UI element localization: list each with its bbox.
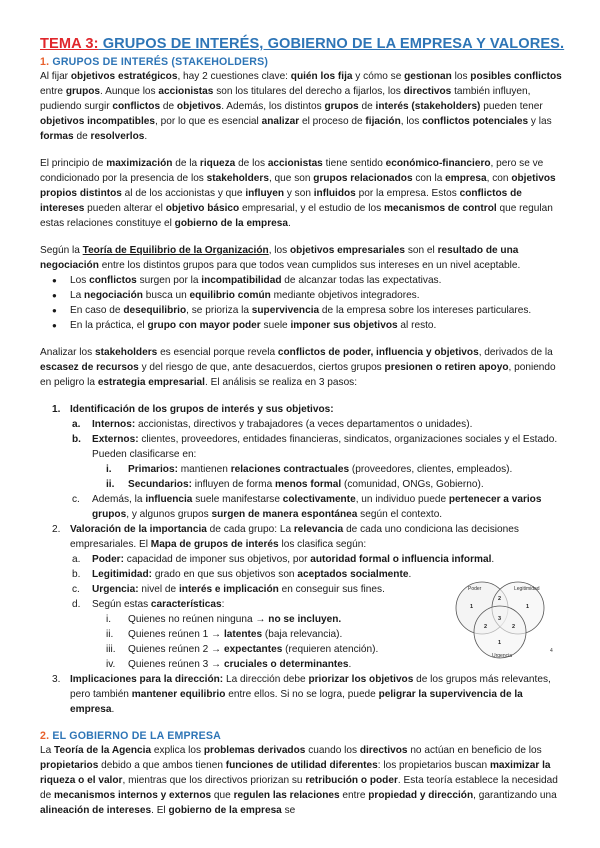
stakeholder-venn-diagram bbox=[440, 578, 560, 660]
list-item: 2. Valoración de la importancia de cada grupo: La relevancia de cada uno condiciona las decisiones empresariales. El Mapa de grupos de interés los clasifica según: bbox=[52, 524, 519, 550]
list-item: c. Además, la influencia suele manifestarse colectivamente, un individuo puede pertenecer a varios grupos, y algunos grupos surgen de manera espontánea según el contexto. bbox=[72, 494, 542, 520]
paragraph: Al fijar objetivos estratégicos, hay 2 cuestiones clave: quién los fija y cómo se gestionan los posibles conflictos entre grupos. Aunque los accionistas son los titulares del derecho a fijarlos, los directivos también influyen, pudiendo surgir conflictos de objetivos. Además, los distintos grupos de interés (stakeholders) pueden tener objetivos incompatibles, por lo que es esencial analizar el proceso de fijación, los conflictos potenciales y las formas de resolverlos. bbox=[40, 71, 562, 142]
venn-region-label: 2 bbox=[484, 624, 488, 630]
list-item: ● La negociación busca un equilibrio común mediante objetivos integradores. bbox=[70, 288, 568, 303]
venn-label: Poder bbox=[468, 586, 482, 592]
paragraph: El principio de maximización de la riqueza de los accionistas tiene sentido económico-financiero, pero se ve condicionado por la presencia de los stakeholders, que son grupos relacionados con la empresa, con objetivos propios distintos al de los accionistas y que influyen y son influidos por la empresa. Estos conflictos de intereses pueden alterar el objetivo básico empresarial, y el estudio de los mecanismos de control que regulan estas relaciones constituye el gobierno de la empresa. bbox=[40, 158, 556, 229]
list-item: ii. Secundarios: influyen de forma menos formal (comunidad, ONGs, Gobierno). bbox=[106, 479, 484, 490]
section-heading-2: 2. EL GOBIERNO DE LA EMPRESA bbox=[40, 730, 222, 742]
venn-region-label: 1 bbox=[470, 604, 474, 610]
list-item: i. Quienes no reúnen ninguna → no se incluyen. bbox=[106, 614, 342, 625]
list-item: c. Urgencia: nivel de interés e implicación en conseguir sus fines. bbox=[72, 584, 385, 595]
venn-outside-label: 4 bbox=[550, 648, 553, 654]
venn-circle-urgencia bbox=[474, 606, 526, 658]
list-item: ● Los conflictos surgen por la incompatibilidad de alcanzar todas las expectativas. bbox=[70, 273, 568, 288]
list-item: i. Primarios: mantienen relaciones contractuales (proveedores, clientes, empleados). bbox=[106, 464, 513, 475]
paragraph: La Teoría de la Agencia explica los problemas derivados cuando los directivos no actúan en beneficio de los propietarios debido a que ambos tienen funciones de utilidad diferentes: los propietarios buscan maximizar la riqueza o el valor, mientras que los directivos priorizan su retribución o poder. Esta teoría establece la necesidad de mecanismos internos y externos que regulen las relaciones entre propiedad y dirección, garantizando una alineación de intereses. El gobierno de la empresa se bbox=[40, 745, 558, 816]
numbered-list bbox=[40, 402, 568, 717]
list-item: ● En caso de desequilibrio, se prioriza la supervivencia de la empresa sobre los intereses particulares. bbox=[70, 303, 568, 318]
document-page bbox=[40, 36, 568, 818]
list-item: a. Internos: accionistas, directivos y trabajadores (a veces departamentos o unidades). bbox=[72, 419, 473, 430]
venn-region-label: 2 bbox=[512, 624, 516, 630]
list-item: ● En la práctica, el grupo con mayor poder suele imponer sus objetivos al resto. bbox=[70, 318, 568, 333]
venn-region-label: 1 bbox=[526, 604, 530, 610]
paragraph: Analizar los stakeholders es esencial porque revela conflictos de poder, influencia y objetivos, derivados de la escasez de recursos y del riesgo de que, ante desacuerdos, ciertos grupos presionen o retiren apoyo, poniendo en peligro la estrategia empresarial. El análisis se realiza en 3 pasos: bbox=[40, 347, 556, 388]
page-title: TEMA 3: GRUPOS DE INTERÉS, GOBIERNO DE LA EMPRESA Y VALORES. bbox=[40, 36, 565, 52]
venn-region-label: 1 bbox=[498, 640, 502, 646]
list-item: d. Según estas características: bbox=[72, 599, 225, 610]
list-item: b. Legitimidad: grado en que sus objetivos son aceptados socialmente. bbox=[72, 569, 412, 580]
venn-region-label: 3 bbox=[498, 616, 502, 622]
paragraph: Según la Teoría de Equilibrio de la Organización, los objetivos empresariales son el resultado de una negociación entre los distintos grupos para que todos vean cumplidos sus intereses en un nivel aceptable. bbox=[40, 245, 521, 271]
list-item: b. Externos: clientes, proveedores, entidades financieras, sindicatos, organizaciones sociales y el Estado. Pueden clasificarse en: bbox=[72, 434, 558, 460]
section-heading-1: 1. GRUPOS DE INTERÉS (STAKEHOLDERS) bbox=[40, 56, 269, 68]
list-item: a. Poder: capacidad de imponer sus objetivos, por autoridad formal o influencia informal. bbox=[72, 554, 495, 565]
list-item: 3. Implicaciones para la dirección: La dirección debe priorizar los objetivos de los grupos más relevantes, pero también mantener equilibrio entre ellos. Si no se logra, puede peligrar la supervivencia de la empresa. bbox=[52, 674, 551, 715]
list-item: ii. Quienes reúnen 1 → latentes (baja relevancia). bbox=[106, 629, 343, 640]
bullet-list bbox=[40, 273, 568, 333]
venn-label: Legitimidad bbox=[514, 586, 540, 592]
list-item: iv. Quienes reúnen 3 → cruciales o determinantes. bbox=[106, 659, 352, 670]
list-item: 1. Identificación de los grupos de interés y sus objetivos: bbox=[52, 404, 334, 415]
venn-region-label: 2 bbox=[498, 596, 502, 602]
list-item: iii. Quienes reúnen 2 → expectantes (requieren atención). bbox=[106, 644, 379, 655]
venn-label: Urgencia bbox=[492, 653, 513, 659]
